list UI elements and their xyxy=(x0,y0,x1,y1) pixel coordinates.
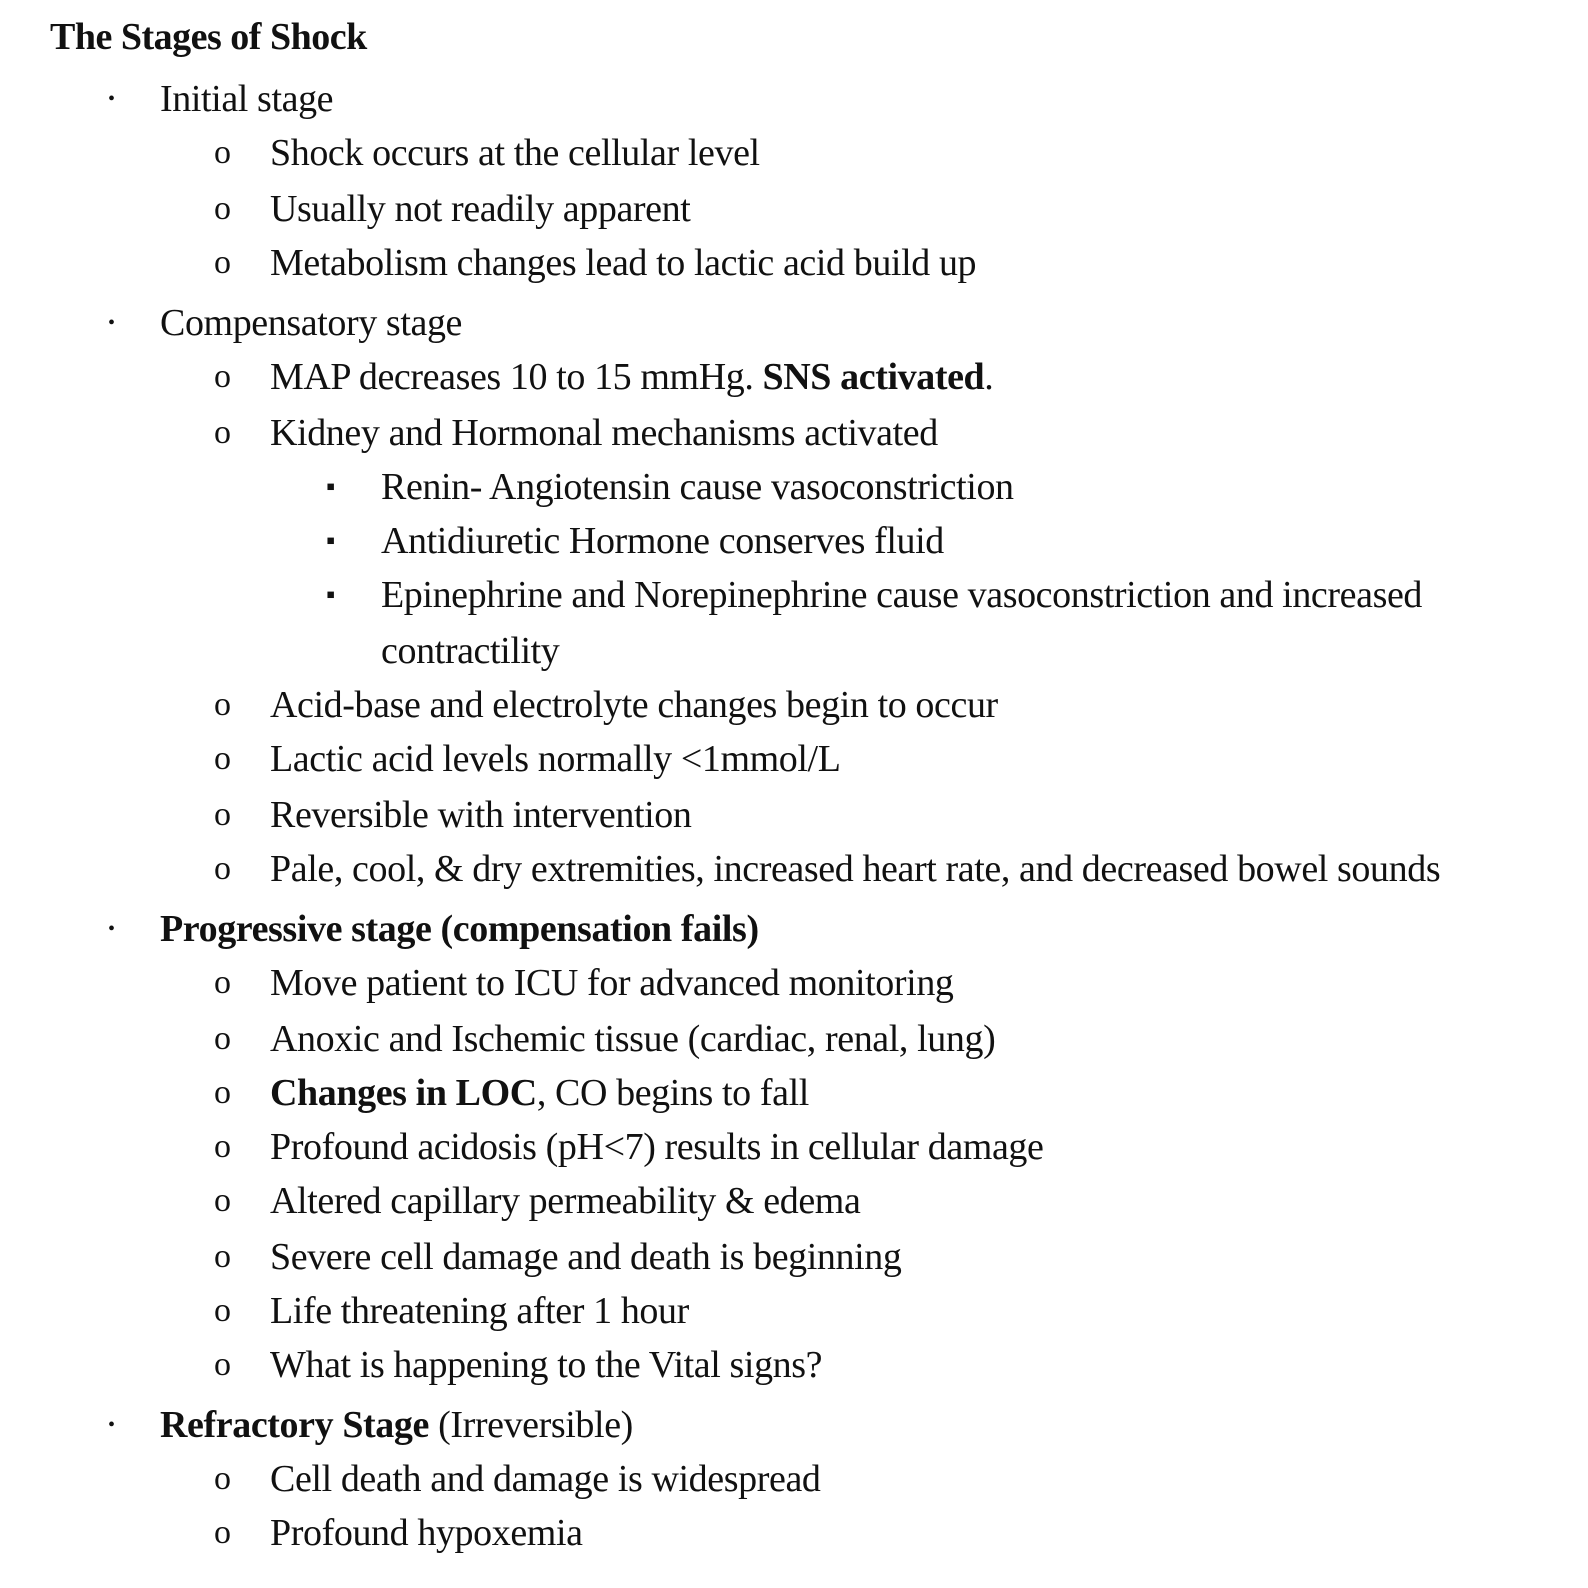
stage-progressive-heading: Progressive stage (compensation fails) xyxy=(160,908,759,950)
stage-compensatory-heading: Compensatory stage xyxy=(160,302,463,344)
sub-bullet-marker: o xyxy=(214,1238,231,1275)
sub-bullet-marker: o xyxy=(214,1182,231,1219)
co-falls-text: , CO begins to fall xyxy=(536,1072,809,1114)
bullet-marker: • xyxy=(108,1414,116,1436)
list-item: Lactic acid levels normally <1mmol/L xyxy=(270,738,841,780)
list-item-loc xyxy=(270,1070,809,1116)
list-item: Life threatening after 1 hour xyxy=(270,1290,689,1332)
bullet-marker: • xyxy=(108,312,116,334)
sub-bullet-marker: o xyxy=(214,244,231,281)
list-item: Kidney and Hormonal mechanisms activated xyxy=(270,412,938,454)
list-item: Reversible with intervention xyxy=(270,794,692,836)
sub-bullet-marker: o xyxy=(214,1020,231,1057)
refractory-label: Refractory Stage xyxy=(160,1404,429,1446)
sub-bullet-marker: o xyxy=(214,1460,231,1497)
sub-bullet-marker: o xyxy=(214,1514,231,1551)
square-bullet-marker: ▪ xyxy=(326,472,336,501)
bullet-marker: • xyxy=(108,88,116,110)
sub-bullet-marker: o xyxy=(214,1128,231,1165)
nested-list-item: Antidiuretic Hormone conserves fluid xyxy=(381,520,944,562)
list-item: Altered capillary permeability & edema xyxy=(270,1180,861,1222)
irreversible-label: (Irreversible) xyxy=(428,1404,633,1446)
sub-bullet-marker: o xyxy=(214,740,231,777)
sub-bullet-marker: o xyxy=(214,190,231,227)
list-item: Shock occurs at the cellular level xyxy=(270,132,760,174)
sub-bullet-marker: o xyxy=(214,1292,231,1329)
map-text: MAP decreases 10 to 15 mmHg. xyxy=(270,356,763,398)
list-item-map xyxy=(270,354,993,400)
list-item: Profound hypoxemia xyxy=(270,1512,583,1554)
map-period: . xyxy=(984,356,994,398)
sub-bullet-marker: o xyxy=(214,686,231,723)
list-item: Profound acidosis (pH<7) results in cellular damage xyxy=(270,1126,1044,1168)
sub-bullet-marker: o xyxy=(214,796,231,833)
nested-list-item: Epinephrine and Norepinephrine cause vasoconstriction and increased xyxy=(381,574,1423,616)
list-item: What is happening to the Vital signs? xyxy=(270,1344,823,1386)
nested-list-item-continuation: contractility xyxy=(381,630,560,672)
square-bullet-marker: ▪ xyxy=(326,526,336,555)
list-item: Cell death and damage is widespread xyxy=(270,1458,821,1500)
sub-bullet-marker: o xyxy=(214,414,231,451)
list-item: Move patient to ICU for advanced monitoring xyxy=(270,962,954,1004)
stage-refractory-heading xyxy=(160,1402,633,1448)
sub-bullet-marker: o xyxy=(214,1346,231,1383)
square-bullet-marker: ▪ xyxy=(326,580,336,609)
sub-bullet-marker: o xyxy=(214,1074,231,1111)
list-item: Severe cell damage and death is beginning xyxy=(270,1236,902,1278)
nested-list-item: Renin- Angiotensin cause vasoconstriction xyxy=(381,466,1014,508)
sub-bullet-marker: o xyxy=(214,850,231,887)
sns-activated-text: SNS activated xyxy=(762,356,985,398)
list-item: Usually not readily apparent xyxy=(270,188,691,230)
list-item: Metabolism changes lead to lactic acid build up xyxy=(270,242,977,284)
sub-bullet-marker: o xyxy=(214,964,231,1001)
bullet-marker: • xyxy=(108,918,116,940)
list-item: Acid-base and electrolyte changes begin to occur xyxy=(270,684,998,726)
list-item: Pale, cool, & dry extremities, increased heart rate, and decreased bowel sounds xyxy=(270,848,1441,890)
stage-initial-heading: Initial stage xyxy=(160,78,334,120)
sub-bullet-marker: o xyxy=(214,134,231,171)
changes-in-loc-text: Changes in LOC xyxy=(270,1072,537,1114)
list-item: Anoxic and Ischemic tissue (cardiac, renal, lung) xyxy=(270,1018,996,1060)
page-title: The Stages of Shock xyxy=(50,16,367,58)
sub-bullet-marker: o xyxy=(214,358,231,395)
